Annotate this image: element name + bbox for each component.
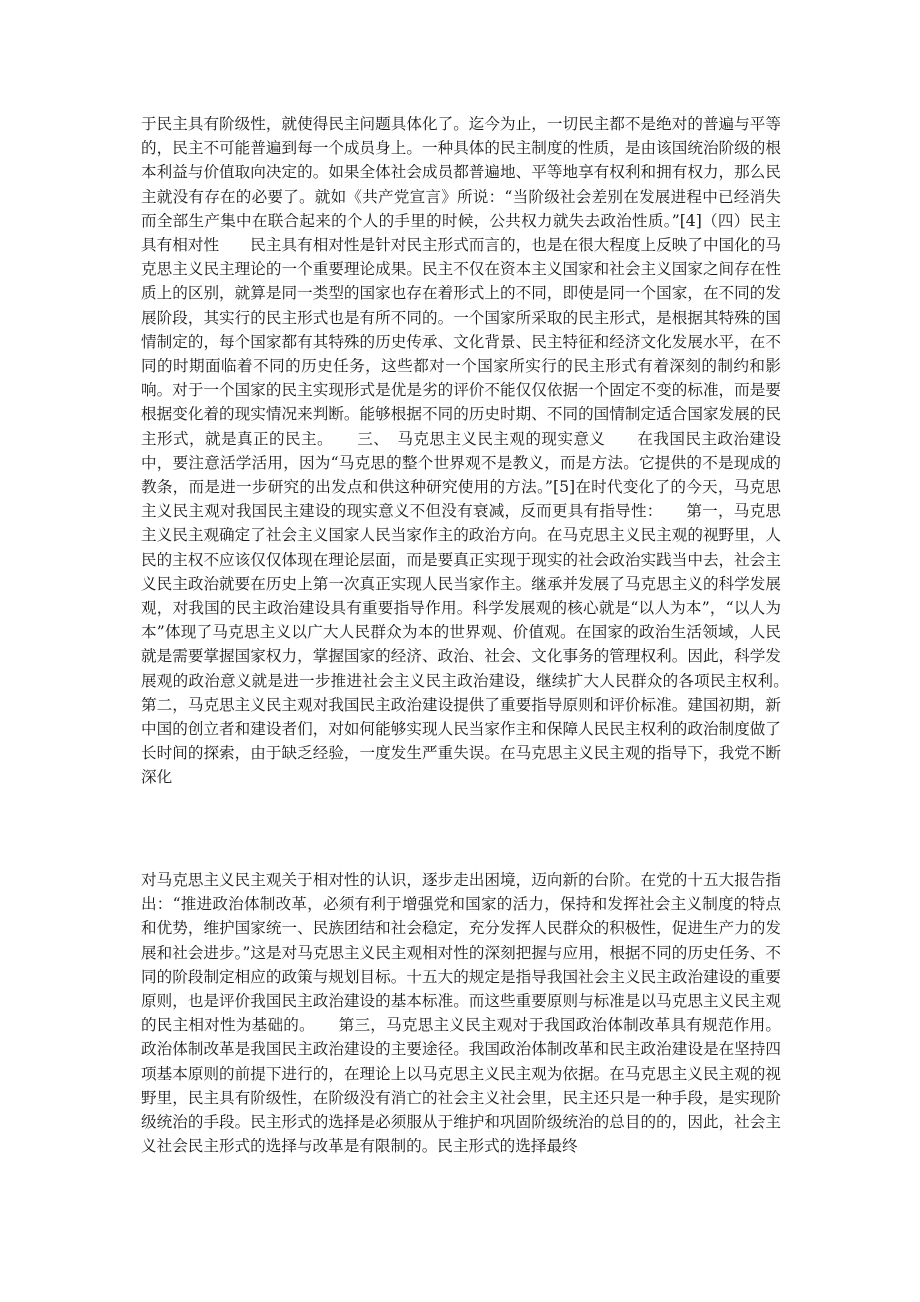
- body-paragraph-2: 对马克思主义民主观关于相对性的认识，逐步走出困境，迈向新的台阶。在党的十五大报告指出：“推进政治体制改革，必须有利于增强党和国家的活力，保持和发挥社会主义制度的特点和优势，维护国家统一、民族团结和社会稳定，充分发挥人民群众的积极性，促进生产力的发展和社会进步。”这是对马克思主义民主观相对性的深刻把握与应用，根据不同的历史任务、不同的阶段制定相应的政策与规划目标。十五大的规定是指导我国社会主义民主政治建设的重要原则，也是评价我国民主政治建设的基本标准。而这些重要原则与标准是以马克思主义民主观的民主相对性为基础的。 第三，马克思主义民主观对于我国政治体制改革具有规范作用。政治体制改革是我国民主政治建设的主要途径。我国政治体制改革和民主政治建设是在坚持四项基本原则的前提下进行的，在理论上以马克思主义民主观为依据。在马克思主义民主观的视野里，民主具有阶级性，在阶级没有消亡的社会主义社会里，民主还只是一种手段，是实现阶级统治的手段。民主形式的选择是必须服从于维护和巩固阶级统治的总目的的，因此，社会主义社会民主形式的选择与改革是有限制的。民主形式的选择最终: [141, 871, 781, 1156]
- body-paragraph-1: 于民主具有阶级性，就使得民主问题具体化了。迄今为止，一切民主都不是绝对的普遍与平等的，民主不可能普遍到每一个成员身上。一种具体的民主制度的性质，是由该国统治阶级的根本利益与价值取向决定的。如果全体社会成员都普遍地、平等地享有权利和拥有权力，那么民主就没有存在的必要了。就如《共产党宣言》所说：“当阶级社会差别在发展进程中已经消失而全部生产集中在联合起来的个人的手里的时候，公共权力就失去政治性质。”[4]（四）民主具有相对性 民主具有相对性是针对民主形式而言的，也是在很大程度上反映了中国化的马克思主义民主理论的一个重要理论成果。民主不仅在资本主义国家和社会主义国家之间存在性质上的区别，就算是同一类型的国家也存在着形式上的不同，即使是同一个国家，在不同的发展阶段，其实行的民主形式也是有所不同的。一个国家所采取的民主形式，是根据其特殊的国情制定的，每个国家都有其特殊的历史传承、文化背景、民主特征和经济文化发展水平，在不同的时期面临着不同的历史任务，这些都对一个国家所实行的民主形式有着深刻的制约和影响。对于一个国家的民主实现形式是优是劣的评价不能仅仅依据一个固定不变的标准，而是要根据变化着的现实情况来判断。能够根据不同的历史时期、不同的国情制定适合国家发展的民主形式，就是真正的民主。 三、 马克思主义民主观的现实意义 在我国民主政治建设中，要注意活学活用，因为“马克思的整个世界观不是教义，而是方法。它提供的不是现成的教条，而是进一步研究的出发点和供这种研究使用的方法。”[5]在时代变化了的今天，马克思主义民主观对我国民主建设的现实意义不但没有衰减，反而更具有指导性： 第一，马克思主义民主观确定了社会主义国家人民当家作主的政治方向。在马克思主义民主观的视野里，人民的主权不应该仅仅体现在理论层面，而是要真正实现于现实的社会政治实践当中去，社会主义民主政治就要在历史上第一次真正实现人民当家作主。继承并发展了马克思主义的科学发展观，对我国的民主政治建设具有重要指导作用。科学发展观的核心就是“以人为本”，“以人为本”体现了马克思主义以广大人民群众为本的世界观、价值观。在国家的政治生活领域，人民就是需要掌握国家权力，掌握国家的经济、政治、社会、文化事务的管理权利。因此，科学发展观的政治意义就是进一步推进社会主义民主政治建设，继续扩大人民群众的各项民主权利。 第二，马克思主义民主观对我国民主政治建设提供了重要指导原则和评价标准。建国初期，新中国的创立者和建设者们，对如何能够实现人民当家作主和保障人民民主权利的政治制度做了长时间的探索，由于缺乏经验，一度发生严重失误。在马克思主义民主观的指导下，我党不断深化: [141, 115, 813, 787]
